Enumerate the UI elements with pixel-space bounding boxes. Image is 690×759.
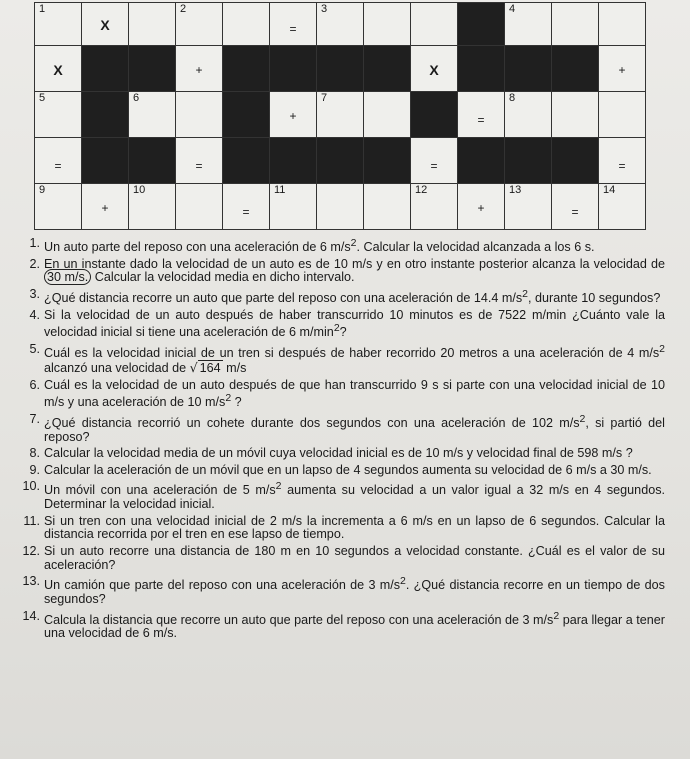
operator-symbol: X xyxy=(53,61,63,78)
problem-5 xyxy=(20,343,665,375)
grid-cell[interactable] xyxy=(35,3,82,46)
grid-cell-dark xyxy=(505,46,552,92)
grid-cell[interactable] xyxy=(35,138,82,184)
problem-text: En un instante dado la velocidad de un auto es de 10 m/s y en otro instante posterior alcanza la velocidad de 30 m/s. Calcular la velocidad media en dicho intervalo. xyxy=(44,256,665,285)
grid-cell[interactable] xyxy=(176,3,223,46)
problem-number: 11. xyxy=(23,513,40,528)
grid-cell[interactable] xyxy=(364,184,411,230)
grid-cell[interactable] xyxy=(270,3,317,46)
problem-text: Cuál es la velocidad inicial de un tren si después de haber recorrido 20 metros a una aceleración de 4 $m/s^2$ alcanzó una velocidad de √ 164 m/s xyxy=(44,343,665,375)
clue-number: 13 xyxy=(509,184,522,196)
clue-number: 2 xyxy=(180,3,187,15)
problem-number: 12. xyxy=(22,544,40,558)
grid-cell[interactable] xyxy=(599,92,646,138)
problem-number: 4. xyxy=(29,307,40,322)
grid-cell[interactable] xyxy=(176,184,223,230)
grid-cell[interactable] xyxy=(364,3,411,46)
grid-cell[interactable] xyxy=(505,184,552,230)
grid-cell[interactable] xyxy=(552,3,599,46)
sqrt-symbol: √ xyxy=(189,359,198,375)
problem-4 xyxy=(20,309,665,340)
problem-number: 9. xyxy=(29,462,40,477)
problem-text: Calcula la distancia que recorre un auto que parte del reposo con una aceleración de 3 $m/s^2$ para llegar a tener una velocidad de 6 m/s. xyxy=(44,609,665,641)
grid-cell[interactable] xyxy=(35,184,82,230)
grid-cell[interactable] xyxy=(599,138,646,184)
grid-cell-dark xyxy=(552,46,599,92)
grid-cell[interactable] xyxy=(599,184,646,230)
clue-number: 14 xyxy=(603,184,616,196)
problem-7 xyxy=(20,413,665,444)
grid-cell[interactable] xyxy=(270,92,317,138)
grid-cell[interactable] xyxy=(458,184,505,230)
grid-cell[interactable] xyxy=(411,3,458,46)
grid-cell[interactable] xyxy=(364,92,411,138)
operator-symbol: = xyxy=(430,159,438,174)
operator-symbol: = xyxy=(289,22,297,37)
grid-cell[interactable] xyxy=(599,3,646,46)
grid-cell-dark xyxy=(129,138,176,184)
grid-cell[interactable] xyxy=(552,92,599,138)
operator-symbol: X xyxy=(429,61,439,78)
problem-number: 10. xyxy=(22,479,40,494)
radicand: 164 xyxy=(199,360,221,375)
clue-number: 1 xyxy=(39,3,46,15)
operator-symbol: = xyxy=(618,159,626,174)
problem-text: Cuál es la velocidad de un auto después de que han transcurrido 9 s si parte con una velocidad inicial de 10 m/s y una aceleración de 10 $m/s^2$ ? xyxy=(44,377,665,410)
problem-text: ¿Qué distancia recorrió un cohete durante dos segundos con una aceleración de 102 $m/s^2$, si partió del reposo? xyxy=(44,412,665,444)
operator-symbol: + xyxy=(195,62,203,77)
grid-cell-dark xyxy=(317,138,364,184)
clue-number: 10 xyxy=(133,184,146,196)
crossword-grid xyxy=(34,2,646,230)
operator-symbol: = xyxy=(54,159,62,174)
clue-number: 6 xyxy=(133,92,140,104)
operator-symbol: X xyxy=(100,17,110,34)
problem-number: 7. xyxy=(29,411,40,426)
grid-cell-dark xyxy=(223,92,270,138)
clue-number: 12 xyxy=(415,184,428,196)
clue-number: 3 xyxy=(321,3,328,15)
grid-cell-dark xyxy=(82,92,129,138)
operator-symbol: = xyxy=(242,205,250,220)
grid-cell[interactable] xyxy=(35,46,82,92)
grid-cell-dark xyxy=(223,46,270,92)
grid-cell[interactable] xyxy=(270,184,317,230)
problem-number: 5. xyxy=(29,342,40,357)
problem-13 xyxy=(20,575,665,606)
grid-cell[interactable] xyxy=(129,3,176,46)
problem-text: ¿Qué distancia recorre un auto que parte del reposo con una aceleración de 14.4 $m/s^2$, durante 10 segundos? xyxy=(44,287,661,306)
problem-2 xyxy=(20,258,665,285)
grid-cell[interactable] xyxy=(552,184,599,230)
problem-number: 3. xyxy=(29,286,40,301)
grid-cell-dark xyxy=(129,46,176,92)
operator-symbol: + xyxy=(289,108,297,123)
grid-cell[interactable] xyxy=(505,92,552,138)
grid-cell-dark xyxy=(458,138,505,184)
grid-cell[interactable] xyxy=(129,92,176,138)
problem-text: Calcular la velocidad media de un móvil cuya velocidad inicial es de 10 m/s y velocidad final de 598 m/s ? xyxy=(44,446,633,461)
grid-cell-dark xyxy=(552,138,599,184)
grid-cell-dark xyxy=(364,46,411,92)
grid-cell-dark xyxy=(223,138,270,184)
clue-number: 8 xyxy=(509,92,516,104)
problem-number: 8. xyxy=(29,446,40,461)
grid-cell[interactable] xyxy=(411,46,458,92)
grid-cell[interactable] xyxy=(176,92,223,138)
operator-symbol: + xyxy=(101,200,109,215)
grid-cell[interactable] xyxy=(82,184,129,230)
grid-cell[interactable] xyxy=(411,138,458,184)
grid-cell[interactable] xyxy=(505,3,552,46)
operator-symbol: + xyxy=(618,62,626,77)
clue-number: 9 xyxy=(39,184,46,196)
problem-number: 6. xyxy=(29,377,40,392)
grid-cell[interactable] xyxy=(35,92,82,138)
grid-cell-dark xyxy=(411,92,458,138)
problem-12 xyxy=(20,545,665,572)
operator-symbol: = xyxy=(571,205,579,220)
grid-cell[interactable] xyxy=(82,3,129,46)
operator-symbol: + xyxy=(477,200,485,215)
grid-cell-dark xyxy=(270,138,317,184)
problem-3 xyxy=(20,288,665,306)
problem-number: 13. xyxy=(22,574,40,589)
problem-text: Si un tren con una velocidad inicial de 2 m/s la incrementa a 6 m/s en un lapso de 6 segundos. Calcular la distancia recorrida por el tren en ese lapso de tiempo. xyxy=(44,513,665,542)
grid-cell-dark xyxy=(364,138,411,184)
operator-symbol: = xyxy=(477,113,485,128)
grid-cell[interactable] xyxy=(223,184,270,230)
grid-cell-dark xyxy=(458,3,505,46)
grid-cell[interactable] xyxy=(458,92,505,138)
grid-cell[interactable] xyxy=(599,46,646,92)
grid-cell[interactable] xyxy=(223,3,270,46)
grid-cell[interactable] xyxy=(317,3,364,46)
problem-14 xyxy=(20,610,665,641)
clue-number: 4 xyxy=(509,3,516,15)
problem-text: Si un auto recorre una distancia de 180 m en 10 segundos a velocidad constante. ¿Cuál es el valor de su aceleración? xyxy=(44,544,665,572)
problem-number: 1. xyxy=(29,236,40,250)
problem-text: Un móvil con una aceleración de 5 $m/s^2$ aumenta su velocidad a un valor igual a 32 m/s en 4 segundos. Determinar la velocidad inicial. xyxy=(44,480,665,512)
problem-1 xyxy=(20,237,665,255)
grid-cell[interactable] xyxy=(129,184,176,230)
problem-text: Si la velocidad de un auto después de haber transcurrido 10 minutos es de 7522 m/min ¿Cuánto vale la velocidad inicial si tiene una aceleración de 6 $m/\min^2$? xyxy=(44,307,665,340)
grid-cell[interactable] xyxy=(176,46,223,92)
grid-cell-dark xyxy=(458,46,505,92)
circled-value: 30 m/s. xyxy=(44,269,91,285)
grid-cell-dark xyxy=(505,138,552,184)
problem-8 xyxy=(20,447,665,461)
problem-number: 2. xyxy=(29,256,40,271)
grid-cell-dark xyxy=(270,46,317,92)
problem-9 xyxy=(20,464,665,478)
grid-cell-dark xyxy=(317,46,364,92)
problem-text: Un auto parte del reposo con una aceleración de 6 $m/s^2$. Calcular la velocidad alcanzada a los 6 s. xyxy=(44,237,595,255)
problem-10 xyxy=(20,480,665,511)
operator-symbol: = xyxy=(195,159,203,174)
grid-cell[interactable] xyxy=(176,138,223,184)
grid-cell[interactable] xyxy=(411,184,458,230)
problem-text: Calcular la aceleración de un móvil que en un lapso de 4 segundos aumenta su velocidad de 6 m/s a 30 m/s. xyxy=(44,462,652,477)
grid-cell[interactable] xyxy=(317,184,364,230)
grid-cell-dark xyxy=(82,138,129,184)
problem-6 xyxy=(20,379,665,410)
clue-number: 5 xyxy=(39,92,46,104)
problem-list xyxy=(20,237,665,644)
problem-text: Un camión que parte del reposo con una aceleración de 3 $m/s^2$. ¿Qué distancia recorre en un tiempo de dos segundos? xyxy=(44,575,665,606)
grid-cell-dark xyxy=(82,46,129,92)
clue-number: 11 xyxy=(274,184,286,196)
problem-11 xyxy=(20,515,665,542)
clue-number: 7 xyxy=(321,92,328,104)
problem-number: 14. xyxy=(22,608,40,623)
grid-cell[interactable] xyxy=(317,92,364,138)
